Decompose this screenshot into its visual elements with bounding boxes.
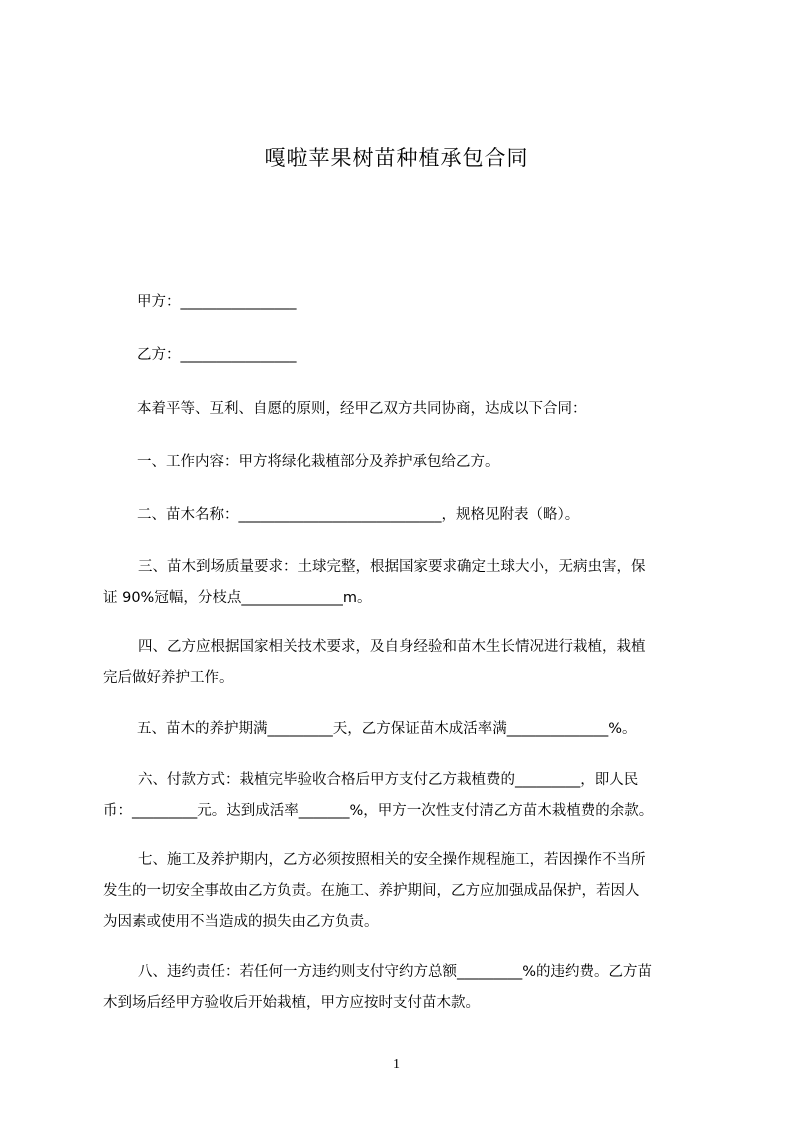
clause-8-line-2: 木到场后经甲方验收后开始栽植，甲方应按时支付苗木款。	[103, 995, 480, 1011]
clause-1: 一、工作内容：甲方将绿化栽植部分及养护承包给乙方。	[137, 454, 500, 470]
page-number: 1	[393, 1057, 400, 1072]
clause-8	[103, 957, 702, 1019]
clause-2: 二、苗木名称：____________________________，规格见附表（略）。	[137, 507, 580, 523]
clause-6-line-2: 币：_________元。达到成活率_______%，甲方一次性支付清乙方苗木栽植费的余款。	[103, 803, 654, 819]
clause-3-line-2: 证 90%冠幅，分枝点______________m。	[103, 590, 372, 606]
clause-7-line-3: 为因素或使用不当造成的损失由乙方负责。	[103, 914, 379, 930]
clause-5: 五、苗木的养护期满_________天，乙方保证苗木成活率满______________%。	[137, 721, 637, 737]
clause-6-line-1: 六、付款方式：栽植完毕验收合格后甲方支付乙方栽植费的_________，即人民	[138, 772, 639, 788]
clause-4-line-2: 完后做好养护工作。	[103, 670, 234, 686]
clause-7-line-1: 七、施工及养护期内，乙方必须按照相关的安全操作规程施工，若因操作不当所	[138, 852, 646, 868]
clause-4	[103, 632, 702, 694]
party-a-line: 甲方：________________	[137, 294, 297, 310]
clause-3	[103, 552, 702, 614]
intro-paragraph: 本着平等、互利、自愿的原则，经甲乙双方共同协商，达成以下合同：	[137, 401, 587, 417]
clause-6	[103, 765, 702, 827]
clause-7	[103, 845, 702, 938]
clause-3-line-1: 三、苗木到场质量要求：土球完整，根据国家要求确定土球大小，无病虫害，保	[138, 559, 646, 575]
party-b-line: 乙方：________________	[137, 347, 297, 363]
clause-8-line-1: 八、违约责任：若任何一方违约则支付守约方总额_________%的违约费。乙方苗	[138, 964, 653, 980]
clause-7-line-2: 发生的一切安全事故由乙方负责。在施工、养护期间，乙方应加强成品保护，若因人	[103, 883, 640, 899]
clause-4-line-1: 四、乙方应根据国家相关技术要求，及自身经验和苗木生长情况进行栽植，栽植	[138, 639, 646, 655]
document-title: 嘎啦苹果树苗种植承包合同	[264, 146, 529, 170]
